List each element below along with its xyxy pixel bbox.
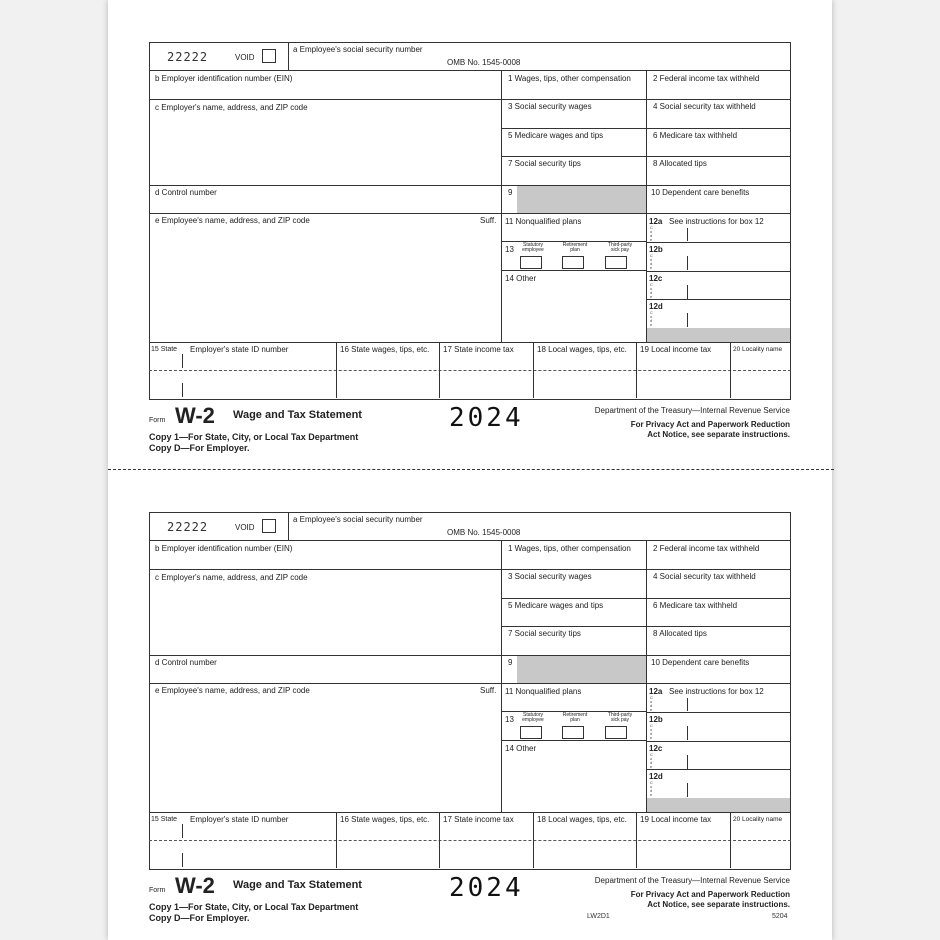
divider <box>501 598 791 599</box>
ssn-label[interactable]: a Employee's social security number <box>293 515 423 524</box>
form-title: Wage and Tax Statement <box>233 409 362 421</box>
box17-label[interactable]: 17 State income tax <box>443 815 514 824</box>
divider <box>533 342 534 398</box>
divider <box>687 698 688 711</box>
box12b-label[interactable]: 12b <box>649 715 663 724</box>
box20-label[interactable]: 20 Locality name <box>733 816 783 823</box>
statutory-label: Statutory employee <box>522 712 544 723</box>
treasury-dept: Department of the Treasury—Internal Revenue Service <box>594 406 790 415</box>
divider <box>646 242 791 243</box>
statutory-checkbox[interactable] <box>520 726 542 739</box>
box10-label[interactable]: 10 Dependent care benefits <box>651 658 750 667</box>
box4-label[interactable]: 4 Social security tax withheld <box>653 572 756 581</box>
divider <box>149 540 791 541</box>
divider <box>439 812 440 868</box>
divider <box>182 354 183 368</box>
ssn-label[interactable]: a Employee's social security number <box>293 45 423 54</box>
divider <box>646 540 647 812</box>
box3-label[interactable]: 3 Social security wages <box>508 102 592 111</box>
divider <box>288 42 289 70</box>
divider <box>501 540 502 812</box>
form-name-w2: W-2 <box>175 403 215 428</box>
box12c-label[interactable]: 12c <box>649 274 663 283</box>
thirdparty-checkbox[interactable] <box>605 256 627 269</box>
divider <box>149 812 791 813</box>
box20-label[interactable]: 20 Locality name <box>733 346 783 353</box>
box11-label[interactable]: 11 Nonqualified plans <box>505 687 582 696</box>
box14-label[interactable]: 14 Other <box>505 274 537 283</box>
state-id-label[interactable]: Employer's state ID number <box>190 345 289 354</box>
box4-label[interactable]: 4 Social security tax withheld <box>653 102 756 111</box>
w2-form-bottom <box>149 512 791 926</box>
code-label-12c: Code <box>650 282 653 299</box>
divider <box>182 383 183 397</box>
divider <box>501 740 646 741</box>
privacy-notice-2: Act Notice, see separate instructions. <box>647 900 790 909</box>
divider <box>687 726 688 740</box>
box12c-label[interactable]: 12c <box>649 744 663 753</box>
void-label: VOID <box>235 523 255 532</box>
void-checkbox[interactable] <box>262 49 276 63</box>
divider <box>646 299 791 300</box>
thirdparty-checkbox[interactable] <box>605 726 627 739</box>
form-number-22222: 22222 <box>167 520 209 534</box>
thirdparty-label: Third-party sick pay <box>607 242 633 253</box>
divider <box>646 712 791 713</box>
code-label-12d: Code <box>650 310 653 327</box>
box17-label[interactable]: 17 State income tax <box>443 345 514 354</box>
form-word: Form <box>149 887 166 894</box>
box6-label[interactable]: 6 Medicare tax withheld <box>653 131 738 140</box>
suffix-label: Suff. <box>480 686 497 695</box>
divider <box>501 626 791 627</box>
divider <box>149 70 791 71</box>
divider <box>646 271 791 272</box>
box9-label: 9 <box>508 658 513 667</box>
box15-label[interactable]: 15 State <box>151 816 178 823</box>
box1-label[interactable]: 1 Wages, tips, other compensation <box>508 544 631 553</box>
divider <box>501 70 502 342</box>
divider <box>149 569 501 570</box>
code-label-12b: Code <box>650 253 653 270</box>
divider <box>149 213 501 214</box>
code-label-12c: Code <box>650 752 653 769</box>
divider <box>336 342 337 398</box>
box12d-label[interactable]: 12d <box>649 302 663 311</box>
statutory-label: Statutory employee <box>522 242 544 253</box>
copy-d-label: Copy D—For Employer. <box>149 913 250 923</box>
statutory-checkbox[interactable] <box>520 256 542 269</box>
treasury-dept: Department of the Treasury—Internal Revenue Service <box>594 876 790 885</box>
box3-label[interactable]: 3 Social security wages <box>508 572 592 581</box>
box16-label[interactable]: 16 State wages, tips, etc. <box>340 815 430 824</box>
ein-label[interactable]: b Employer identification number (EIN) <box>155 544 293 553</box>
box9-shaded <box>517 656 646 683</box>
box11-label[interactable]: 11 Nonqualified plans <box>505 217 582 226</box>
box10-label[interactable]: 10 Dependent care benefits <box>651 188 750 197</box>
divider <box>533 812 534 868</box>
void-label: VOID <box>235 53 255 62</box>
divider <box>501 683 791 684</box>
divider <box>646 70 647 342</box>
suffix-label: Suff. <box>480 216 497 225</box>
divider <box>636 812 637 868</box>
privacy-notice-1: For Privacy Act and Paperwork Reduction <box>630 420 790 429</box>
retirement-label: Retirement plan <box>562 242 588 253</box>
divider <box>636 342 637 398</box>
box13-label: 13 <box>505 245 514 254</box>
retirement-checkbox[interactable] <box>562 256 584 269</box>
copy-1-label: Copy 1—For State, City, or Local Tax Department <box>149 902 359 912</box>
tax-year: 2024 <box>449 403 524 433</box>
box12a-note: See instructions for box 12 <box>669 217 764 226</box>
divider <box>501 213 791 214</box>
box2-label[interactable]: 2 Federal income tax withheld <box>653 74 760 83</box>
omb-number: OMB No. 1545-0008 <box>447 58 521 67</box>
employee-name-label[interactable]: e Employee's name, address, and ZIP code <box>155 686 310 695</box>
divider <box>182 824 183 838</box>
box2-label[interactable]: 2 Federal income tax withheld <box>653 544 760 553</box>
box9-shaded <box>517 186 646 213</box>
form-name-w2: W-2 <box>175 873 215 898</box>
box9-label: 9 <box>508 188 513 197</box>
box19-label[interactable]: 19 Local income tax <box>640 345 712 354</box>
divider <box>149 99 501 100</box>
w2-form-top <box>149 42 791 456</box>
box8-label[interactable]: 8 Allocated tips <box>653 159 707 168</box>
form-word: Form <box>149 417 166 424</box>
divider <box>336 812 337 868</box>
divider <box>149 185 501 186</box>
box5-label[interactable]: 5 Medicare wages and tips <box>508 131 604 140</box>
divider <box>149 683 501 684</box>
code-label-12d: Code <box>650 780 653 797</box>
divider <box>646 769 791 770</box>
employer-name-label[interactable]: c Employer's name, address, and ZIP code <box>155 103 308 112</box>
retirement-label: Retirement plan <box>562 712 588 723</box>
box12-shaded <box>647 798 790 812</box>
divider <box>501 128 791 129</box>
privacy-notice-2: Act Notice, see separate instructions. <box>647 430 790 439</box>
divider <box>501 270 646 271</box>
box14-label[interactable]: 14 Other <box>505 744 537 753</box>
employee-name-label[interactable]: e Employee's name, address, and ZIP code <box>155 216 310 225</box>
code-label-12a: Code <box>650 225 653 242</box>
divider <box>149 655 501 656</box>
divider <box>687 228 688 241</box>
divider <box>687 285 688 299</box>
ein-label[interactable]: b Employer identification number (EIN) <box>155 74 293 83</box>
state-id-label[interactable]: Employer's state ID number <box>190 815 289 824</box>
box12a-label[interactable]: 12a <box>649 687 663 696</box>
divider <box>687 783 688 797</box>
retirement-checkbox[interactable] <box>562 726 584 739</box>
divider <box>687 755 688 769</box>
dashed-divider <box>149 840 791 841</box>
box12b-label[interactable]: 12b <box>649 245 663 254</box>
box7-label[interactable]: 7 Social security tips <box>508 629 581 638</box>
divider <box>730 812 731 868</box>
box19-label[interactable]: 19 Local income tax <box>640 815 712 824</box>
control-number-label[interactable]: d Control number <box>155 188 217 197</box>
omb-number: OMB No. 1545-0008 <box>447 528 521 537</box>
form-title: Wage and Tax Statement <box>233 879 362 891</box>
perforation-line <box>108 469 834 470</box>
divider <box>646 741 791 742</box>
box13-label: 13 <box>505 715 514 724</box>
divider <box>288 512 289 540</box>
box12d-label[interactable]: 12d <box>649 772 663 781</box>
copy-d-label: Copy D—For Employer. <box>149 443 250 453</box>
thirdparty-label: Third-party sick pay <box>607 712 633 723</box>
box6-label[interactable]: 6 Medicare tax withheld <box>653 601 738 610</box>
divider <box>501 156 791 157</box>
box12a-label[interactable]: 12a <box>649 217 663 226</box>
control-number-label[interactable]: d Control number <box>155 658 217 667</box>
form-number-22222: 22222 <box>167 50 209 64</box>
dashed-divider <box>149 370 791 371</box>
divider <box>687 256 688 270</box>
divider <box>182 853 183 867</box>
code-label-12a: Code <box>650 695 653 712</box>
divider <box>149 342 791 343</box>
divider <box>501 569 791 570</box>
copy-1-label: Copy 1—For State, City, or Local Tax Department <box>149 432 359 442</box>
box5-label[interactable]: 5 Medicare wages and tips <box>508 601 604 610</box>
box15-label[interactable]: 15 State <box>151 346 178 353</box>
divider <box>687 313 688 327</box>
footer-code-right: 5204 <box>772 913 788 920</box>
privacy-notice-1: For Privacy Act and Paperwork Reduction <box>630 890 790 899</box>
void-checkbox[interactable] <box>262 519 276 533</box>
tax-year: 2024 <box>449 873 524 903</box>
employer-name-label[interactable]: c Employer's name, address, and ZIP code <box>155 573 308 582</box>
box16-label[interactable]: 16 State wages, tips, etc. <box>340 345 430 354</box>
divider <box>501 99 791 100</box>
divider <box>439 342 440 398</box>
footer-code-left: LW2D1 <box>587 913 610 920</box>
box1-label[interactable]: 1 Wages, tips, other compensation <box>508 74 631 83</box>
code-label-12b: Code <box>650 723 653 740</box>
box18-label[interactable]: 18 Local wages, tips, etc. <box>537 345 627 354</box>
box12-shaded <box>647 328 790 342</box>
box7-label[interactable]: 7 Social security tips <box>508 159 581 168</box>
box8-label[interactable]: 8 Allocated tips <box>653 629 707 638</box>
box18-label[interactable]: 18 Local wages, tips, etc. <box>537 815 627 824</box>
divider <box>730 342 731 398</box>
box12a-note: See instructions for box 12 <box>669 687 764 696</box>
